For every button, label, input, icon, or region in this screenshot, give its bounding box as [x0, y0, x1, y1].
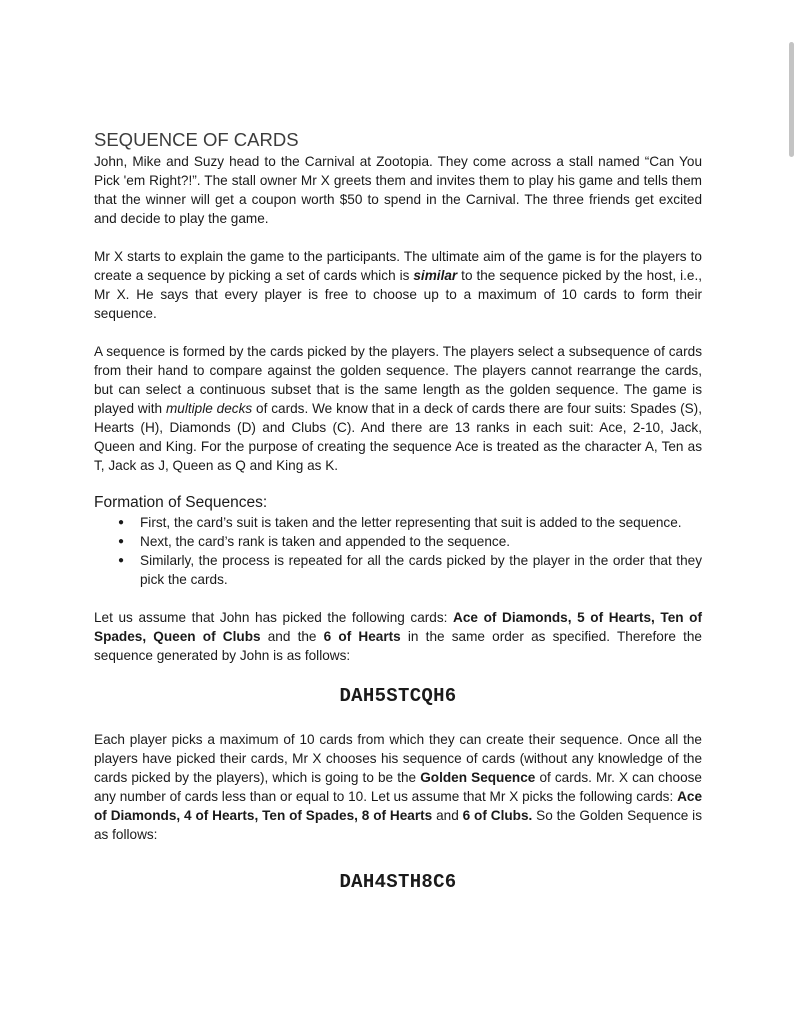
vertical-scrollbar[interactable] [789, 42, 794, 157]
text-span: Each player picks a maximum of 10 cards from which they can create their sequence. Once all the players have picked their cards, Mr X chooses his sequence of cards (without any knowledge of the cards picked by the players), which is going to be the [94, 732, 702, 785]
list-item: ● First, the card’s suit is taken and the letter representing that suit is added to the sequence. [140, 513, 702, 532]
text-span: of cards. We know that in a deck of cards there are four suits: Spades (S), Hearts (H), Diamonds (D) and Clubs (C). And there are 13 ranks in each suit: Ace, 2-10, Jack, Queen and King. For the purpose of creating the sequence Ace is treated as the character A, Ten as T, Jack as J, Queen as Q and King as K. [94, 401, 702, 473]
intro-paragraph: John, Mike and Suzy head to the Carnival at Zootopia. They come across a stall named “Can You Pick 'em Right?!”. The stall owner Mr X greets them and invites them to play his game and tells them that the winner will get a coupon worth $50 to spend in the Carnival. The three friends get excited and decide to play the game. [94, 154, 702, 226]
bold-cards: Ace of Diamonds, 5 of Hearts, Ten of Spades, Queen of Clubs [94, 610, 702, 644]
list-item: ● Similarly, the process is repeated for all the cards picked by the player in the order that they pick the cards. [140, 551, 702, 589]
john-sequence: DAH5STCQH6 [339, 685, 457, 707]
text-span: of cards. Mr. X can choose any number of cards less than or equal to 10. Let us assume that Mr X picks the following cards: [94, 770, 702, 804]
golden-sequence: DAH4STH8C6 [339, 871, 457, 893]
bold-cards: 6 of Clubs. [462, 808, 533, 823]
list-item: ● Next, the card’s rank is taken and appended to the sequence. [140, 532, 702, 551]
john-example-paragraph [94, 608, 702, 665]
text-span: Let us assume that John has picked the following cards: [94, 610, 454, 625]
text-span: A sequence is formed by the cards picked by the players. The players select a subsequence of cards from their hand to compare against the golden sequence. The players cannot rearrange the cards, but can select a continuous subset that is the same length as the golden sequence. The game is played with [94, 344, 702, 416]
golden-paragraph [94, 730, 702, 844]
formation-list [94, 513, 702, 589]
rules-paragraph [94, 247, 702, 323]
emphasis-similar: similar [413, 268, 458, 283]
page-title: SEQUENCE OF CARDS [94, 129, 299, 150]
text-span: to the sequence picked by the host, i.e., Mr X. He says that every player is free to choose up to a maximum of 10 cards to form their sequence. [94, 268, 702, 321]
bold-golden-sequence: Golden Sequence [420, 770, 536, 785]
text-span: in the same order as specified. Therefore the sequence generated by John is as follows: [94, 629, 702, 663]
text-span: and [432, 808, 463, 823]
text-span: So the Golden Sequence is as follows: [94, 808, 702, 842]
bold-cards: 6 of Hearts [323, 629, 401, 644]
formation-heading: Formation of Sequences: [94, 494, 268, 511]
document-page [94, 129, 702, 894]
bold-cards: Ace of Diamonds, 4 of Hearts, Ten of Spades, 8 of Hearts [94, 789, 702, 823]
text-span: Mr X starts to explain the game to the participants. The ultimate aim of the game is for the players to create a sequence by picking a set of cards which is [94, 249, 702, 283]
text-span: and the [260, 629, 324, 644]
sequence-paragraph [94, 342, 702, 475]
emphasis-multiple-decks: multiple decks [165, 401, 253, 416]
